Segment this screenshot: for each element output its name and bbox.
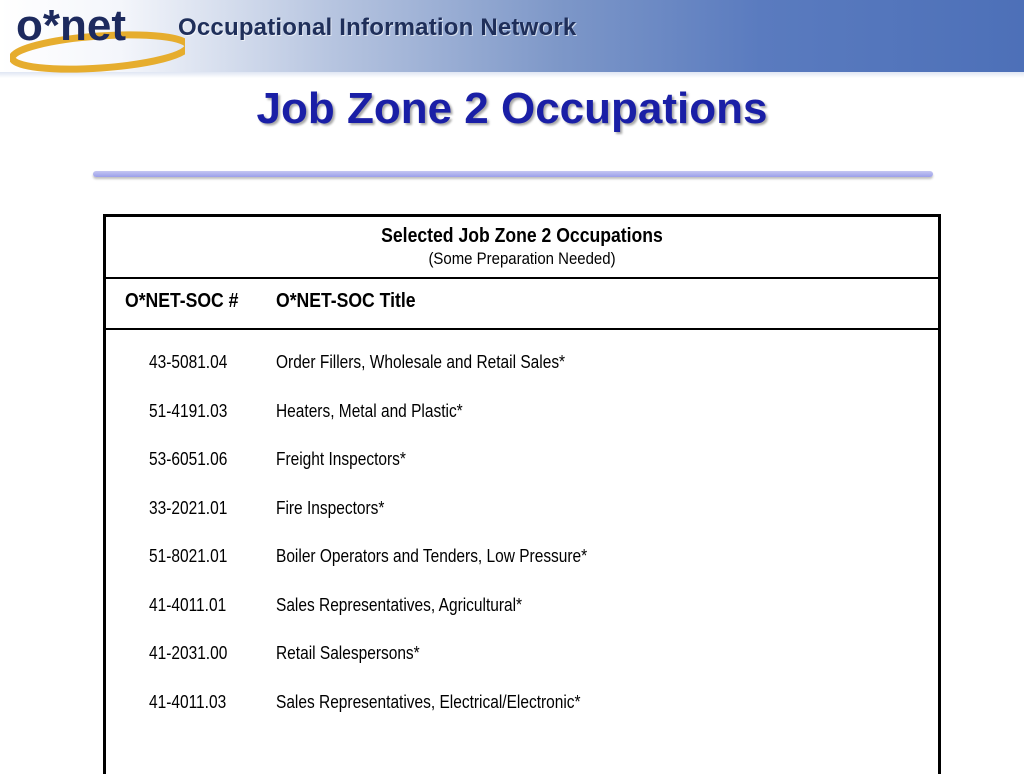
table-row (106, 583, 938, 632)
table-row (106, 437, 938, 486)
soc-code: 43-5081.04 (149, 352, 228, 372)
onet-logo (10, 0, 185, 76)
table-caption-title: Selected Job Zone 2 Occupations (381, 225, 663, 247)
table-row (106, 340, 938, 389)
soc-code: 41-2031.00 (149, 643, 228, 663)
onet-logo-mark (10, 0, 185, 76)
network-name: Occupational Information Network (178, 14, 577, 41)
column-header-title: O*NET-SOC Title (276, 290, 416, 312)
column-header-code: O*NET-SOC # (125, 290, 239, 312)
table-row (106, 680, 938, 729)
soc-title: Heaters, Metal and Plastic* (276, 400, 463, 421)
soc-code: 51-8021.01 (149, 546, 228, 566)
soc-title: Fire Inspectors* (276, 497, 385, 518)
table-caption-subtitle: (Some Preparation Needed) (428, 249, 616, 268)
soc-code: 41-4011.03 (149, 691, 227, 712)
soc-title: Sales Representatives, Electrical/Electronic* (276, 691, 581, 712)
title-divider (93, 171, 933, 177)
soc-code: 51-4191.03 (149, 400, 228, 421)
soc-title: Freight Inspectors* (276, 449, 406, 469)
soc-code: 41-4011.01 (149, 594, 227, 615)
table-row (106, 389, 938, 438)
table-caption (106, 217, 938, 279)
soc-title: Order Fillers, Wholesale and Retail Sales* (276, 352, 566, 372)
soc-code: 53-6051.06 (149, 449, 228, 469)
table-row (106, 631, 938, 680)
table-header-row (106, 279, 938, 330)
table-row (106, 486, 938, 535)
soc-title: Sales Representatives, Agricultural* (276, 594, 523, 615)
soc-title: Boiler Operators and Tenders, Low Pressure* (276, 546, 588, 566)
soc-code: 33-2021.01 (149, 497, 228, 518)
page-title: Job Zone 2 Occupations (256, 84, 768, 133)
table-row (106, 534, 938, 583)
occupations-table (103, 214, 941, 774)
soc-title: Retail Salespersons* (276, 643, 420, 663)
logo-text: o*net (16, 1, 126, 50)
table-body (106, 330, 938, 728)
